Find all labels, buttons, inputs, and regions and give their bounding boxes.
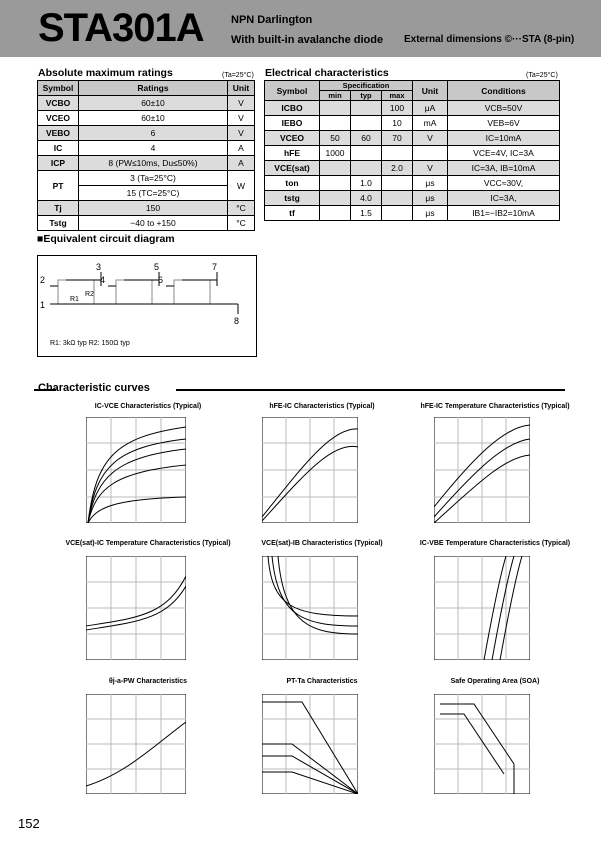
elec-typ: 1.5	[351, 206, 382, 221]
curves-rule-right	[176, 389, 565, 391]
abs-sym: VCEO	[38, 111, 79, 126]
pin-2: 2	[40, 275, 46, 285]
curves-title: Characteristic curves	[38, 382, 150, 394]
chart-plot-9	[434, 694, 530, 794]
elec-max	[382, 191, 413, 206]
elec-max: 100	[382, 101, 413, 116]
abs-sym: VCBO	[38, 96, 79, 111]
elec-unit: μA	[413, 101, 448, 116]
chart-title-1: IC-VCE Characteristics (Typical)	[94, 403, 202, 410]
chart-title-3: hFE-IC Temperature Characteristics (Typical)	[420, 403, 570, 410]
chart-plot-1	[86, 417, 186, 523]
elec-h-symbol: Symbol	[265, 81, 320, 101]
abs-unit: °C	[228, 216, 255, 231]
abs-sym: Tj	[38, 201, 79, 216]
pin-4: 4	[100, 275, 106, 285]
elec-max: 2.0	[382, 161, 413, 176]
elec-min: 50	[320, 131, 351, 146]
chart-plot-8	[262, 694, 358, 794]
elec-h-max: max	[382, 91, 413, 101]
elec-table	[264, 80, 560, 221]
external-dimensions: External dimensions ©···STA (8-pin)	[404, 34, 575, 45]
elec-min	[320, 206, 351, 221]
elec-unit: μs	[413, 191, 448, 206]
elec-min	[320, 116, 351, 131]
elec-min: 1000	[320, 146, 351, 161]
elec-cond-cell: VEB=6V	[448, 116, 560, 131]
abs-val: 15 (TC=25°C)	[79, 186, 228, 201]
elec-sym: VCE(sat)	[265, 161, 320, 176]
elec-cond-cell: IC=3A,	[448, 191, 560, 206]
elec-cond-cell: VCB=50V	[448, 101, 560, 116]
abs-val: −40 to +150	[79, 216, 228, 231]
elec-sym: VCEO	[265, 131, 320, 146]
elec-cond-cell: VCC≈30V,	[448, 176, 560, 191]
circuit-note: R1: 3kΩ typ R2: 150Ω typ	[50, 340, 130, 347]
elec-sym: tf	[265, 206, 320, 221]
device-feature: With built-in avalanche diode	[231, 34, 384, 46]
pin-3: 3	[96, 262, 102, 272]
elec-unit: V	[413, 161, 448, 176]
pin-5: 5	[154, 262, 160, 272]
elec-sym: ICBO	[265, 101, 320, 116]
abs-h-unit: Unit	[228, 81, 255, 96]
elec-typ	[351, 101, 382, 116]
elec-sym: IEBO	[265, 116, 320, 131]
abs-val: 60±10	[79, 111, 228, 126]
chart-title-5: VCE(sat)-IB Characteristics (Typical)	[261, 540, 383, 547]
elec-min	[320, 101, 351, 116]
elec-title: Electrical characteristics	[265, 67, 389, 79]
elec-min	[320, 161, 351, 176]
elec-unit: μs	[413, 176, 448, 191]
elec-cond-cell: IC=10mA	[448, 131, 560, 146]
part-number: STA301A	[38, 6, 204, 50]
elec-typ	[351, 116, 382, 131]
abs-sym: PT	[38, 171, 79, 201]
chart-plot-2	[262, 417, 358, 523]
chart-title-9: Safe Operating Area (SOA)	[450, 678, 540, 685]
elec-sym: hFE	[265, 146, 320, 161]
elec-sym: tstg	[265, 191, 320, 206]
abs-h-ratings: Ratings	[79, 81, 228, 96]
page-number: 152	[18, 816, 40, 831]
chart-title-7: θj-a-PW Characteristics	[108, 678, 188, 685]
chart-plot-6	[434, 556, 530, 660]
elec-cond: (Ta=25°C)	[526, 72, 558, 79]
elec-sym: ton	[265, 176, 320, 191]
chart-title-2: hFE-IC Characteristics (Typical)	[269, 403, 375, 410]
chart-plot-3	[434, 417, 530, 523]
elec-unit: V	[413, 131, 448, 146]
pin-8: 8	[234, 316, 240, 326]
elec-max	[382, 206, 413, 221]
abs-sym: Tstg	[38, 216, 79, 231]
pin-7: 7	[212, 262, 218, 272]
elec-min	[320, 191, 351, 206]
abs-val: 4	[79, 141, 228, 156]
elec-unit: mA	[413, 116, 448, 131]
circuit-box	[37, 255, 257, 357]
abs-val: 8 (PW≤10ms, Du≤50%)	[79, 156, 228, 171]
abs-val: 6	[79, 126, 228, 141]
chart-plot-5	[262, 556, 358, 660]
circuit-title: ■Equivalent circuit diagram	[37, 233, 175, 245]
elec-h-min: min	[320, 91, 351, 101]
chart-title-8: PT-Ta Characteristics	[286, 678, 358, 685]
chart-plot-4	[86, 556, 186, 660]
abs-unit: V	[228, 111, 255, 126]
abs-unit: V	[228, 96, 255, 111]
abs-title: Absolute maximum ratings	[38, 67, 173, 79]
abs-val: 150	[79, 201, 228, 216]
elec-cond-cell: VCE=4V, IC=3A	[448, 146, 560, 161]
elec-max	[382, 146, 413, 161]
elec-typ: 4.0	[351, 191, 382, 206]
abs-sym: ICP	[38, 156, 79, 171]
elec-typ: 60	[351, 131, 382, 146]
abs-table	[37, 80, 255, 231]
r1-label: R1	[70, 296, 79, 303]
elec-cond-cell: IC=3A, IB=10mA	[448, 161, 560, 176]
elec-typ	[351, 161, 382, 176]
elec-unit: μs	[413, 206, 448, 221]
abs-h-symbol: Symbol	[38, 81, 79, 96]
abs-unit: V	[228, 126, 255, 141]
elec-max	[382, 176, 413, 191]
elec-cond-cell: IB1=−IB2=10mA	[448, 206, 560, 221]
abs-cond: (Ta=25°C)	[222, 72, 254, 79]
chart-plot-7	[86, 694, 186, 794]
pin-6: 6	[158, 275, 164, 285]
pin-1: 1	[40, 300, 46, 310]
abs-sym: VEBO	[38, 126, 79, 141]
chart-title-6: IC-VBE Temperature Characteristics (Typical)	[419, 540, 571, 547]
abs-unit: A	[228, 141, 255, 156]
elec-unit	[413, 146, 448, 161]
abs-val: 60±10	[79, 96, 228, 111]
abs-unit: A	[228, 156, 255, 171]
elec-h-cond: Conditions	[448, 81, 560, 101]
device-type: NPN Darlington	[231, 14, 313, 26]
elec-typ	[351, 146, 382, 161]
elec-min	[320, 176, 351, 191]
darlington-3	[174, 280, 210, 304]
abs-sym: IC	[38, 141, 79, 156]
abs-val: 3 (Ta=25°C)	[79, 171, 228, 186]
elec-h-spec: Specification	[320, 81, 413, 91]
elec-max: 70	[382, 131, 413, 146]
abs-unit: W	[228, 171, 255, 201]
chart-title-4: VCE(sat)-IC Temperature Characteristics (Typical)	[65, 540, 231, 547]
elec-h-unit: Unit	[413, 81, 448, 101]
elec-max: 10	[382, 116, 413, 131]
r2-label: R2	[85, 291, 94, 298]
abs-unit: °C	[228, 201, 255, 216]
darlington-2	[116, 280, 152, 304]
elec-typ: 1.0	[351, 176, 382, 191]
elec-h-typ: typ	[351, 91, 382, 101]
